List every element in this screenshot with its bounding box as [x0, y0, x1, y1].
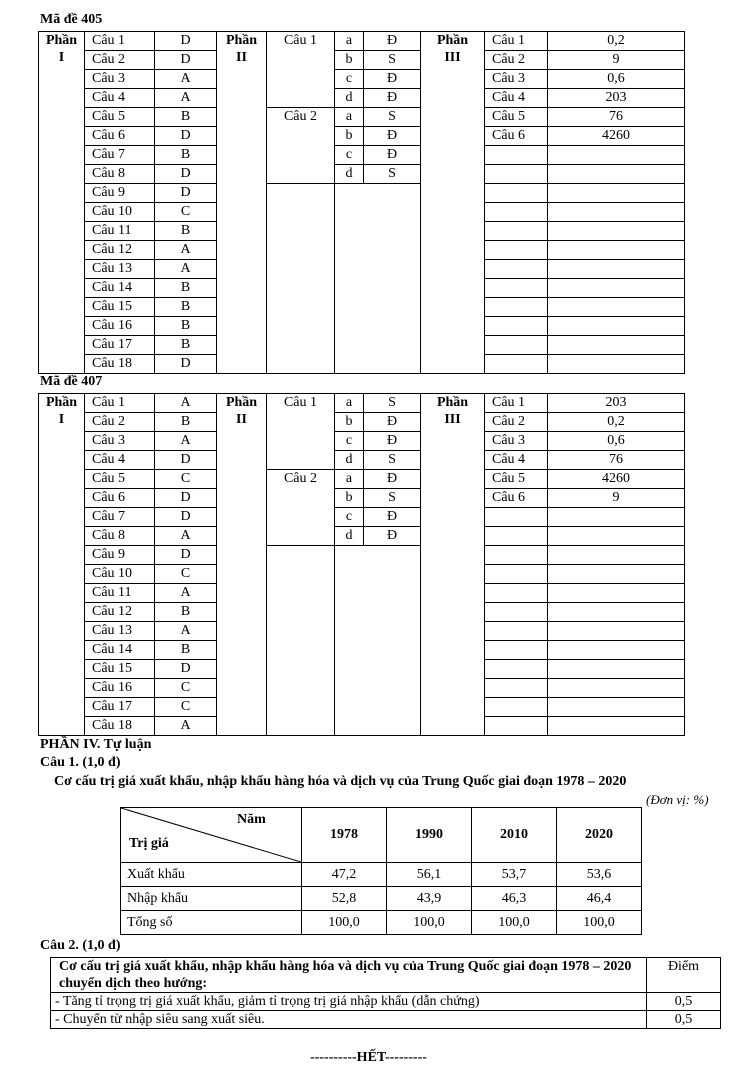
blank-cell: [548, 660, 685, 679]
answer-cell: C: [155, 203, 217, 222]
table-cell: 43,9: [387, 887, 472, 911]
true-false-cell: Đ: [364, 70, 421, 89]
answer-cell: B: [155, 108, 217, 127]
answer-cell: A: [155, 70, 217, 89]
part-number: II: [236, 412, 247, 427]
table-row: [39, 508, 685, 527]
part-label: Phần: [436, 33, 469, 48]
blank-cell: [485, 698, 548, 717]
question-label: Câu 16: [85, 317, 155, 336]
answer-cell: C: [155, 679, 217, 698]
statement-letter: b: [335, 489, 364, 508]
question-label: Câu 9: [85, 546, 155, 565]
part1-header: [39, 394, 85, 736]
table-cell: 100,0: [557, 911, 642, 935]
table-row: [39, 184, 685, 203]
scoring-table: [50, 957, 721, 1029]
answer-cell: A: [155, 584, 217, 603]
blank-cell: [485, 584, 548, 603]
blank-cell: [485, 660, 548, 679]
question-label: Câu 8: [85, 165, 155, 184]
table-row: [39, 546, 685, 565]
question-label: Câu 1: [485, 32, 548, 51]
answer-cell: B: [155, 413, 217, 432]
true-false-cell: S: [364, 51, 421, 70]
answer-cell: A: [155, 89, 217, 108]
answer-cell: B: [155, 603, 217, 622]
exam-code-label: Mã đề 405: [40, 12, 103, 27]
question-label: Câu 4: [85, 451, 155, 470]
statement-letter: a: [335, 108, 364, 127]
answer-cell: B: [155, 222, 217, 241]
question-label: Câu 5: [85, 108, 155, 127]
table-row: [39, 413, 685, 432]
blank-cell: [548, 317, 685, 336]
question-label: Câu 17: [85, 336, 155, 355]
question-label: Câu 6: [85, 489, 155, 508]
corner-value-label: Trị giá: [129, 836, 169, 851]
answer-cell: A: [155, 241, 217, 260]
table-row: [39, 165, 685, 184]
question-label: Câu 11: [85, 222, 155, 241]
part-number: III: [444, 50, 461, 65]
question-label: Câu 3: [85, 70, 155, 89]
answer-cell: 4260: [548, 127, 685, 146]
blank-cell: [548, 203, 685, 222]
corner-year-label: Năm: [237, 812, 266, 827]
blank-cell: [548, 146, 685, 165]
question1-title: Cơ cấu trị giá xuất khẩu, nhập khẩu hàng hóa và dịch vụ của Trung Quốc giai đoạn 1978 – 2020: [54, 774, 627, 789]
blank-cell: [485, 336, 548, 355]
blank-cell: [335, 546, 421, 736]
scoring-criterion: - Tăng tỉ trọng trị giá xuất khẩu, giảm tỉ trọng trị giá nhập khẩu (dẫn chứng): [51, 993, 647, 1011]
statement-letter: b: [335, 127, 364, 146]
table-row: [39, 51, 685, 70]
table-row: [39, 108, 685, 127]
part-label: Phần: [45, 33, 78, 48]
blank-cell: [485, 165, 548, 184]
table-row: [121, 863, 642, 887]
true-false-cell: Đ: [364, 89, 421, 108]
blank-cell: [335, 184, 421, 374]
table-row: [39, 527, 685, 546]
question-label: Câu 17: [85, 698, 155, 717]
answer-cell: 203: [548, 89, 685, 108]
question-label: Câu 4: [485, 89, 548, 108]
blank-cell: [548, 279, 685, 298]
answer-cell: A: [155, 717, 217, 736]
blank-cell: [485, 355, 548, 374]
question2-label: Câu 2. (1,0 đ): [40, 938, 121, 953]
answer-cell: 0,6: [548, 70, 685, 89]
blank-cell: [548, 508, 685, 527]
question-label: Câu 3: [485, 432, 548, 451]
true-false-cell: S: [364, 108, 421, 127]
question-label: Câu 8: [85, 527, 155, 546]
table-cell: 46,3: [472, 887, 557, 911]
statement-letter: a: [335, 32, 364, 51]
question-label: Câu 14: [85, 279, 155, 298]
part-number: III: [444, 412, 461, 427]
statement-letter: b: [335, 413, 364, 432]
table-cell: 100,0: [387, 911, 472, 935]
blank-cell: [548, 527, 685, 546]
part3-header: [421, 394, 485, 736]
true-false-cell: S: [364, 394, 421, 413]
question-label: Câu 5: [485, 470, 548, 489]
table-row: [39, 470, 685, 489]
answer-cell: D: [155, 355, 217, 374]
blank-cell: [548, 565, 685, 584]
blank-cell: [548, 679, 685, 698]
blank-cell: [548, 260, 685, 279]
diagonal-divider: [121, 808, 301, 862]
blank-cell: [267, 184, 335, 374]
statement-letter: a: [335, 394, 364, 413]
blank-cell: [485, 184, 548, 203]
part2-question-label: Câu 2: [267, 108, 335, 184]
blank-cell: [548, 584, 685, 603]
row-label: Nhập khẩu: [121, 887, 302, 911]
part2-question-label: Câu 1: [267, 394, 335, 470]
answer-cell: B: [155, 336, 217, 355]
answer-cell: 0,2: [548, 413, 685, 432]
statement-letter: d: [335, 89, 364, 108]
blank-cell: [485, 508, 548, 527]
answer-cell: D: [155, 165, 217, 184]
true-false-cell: Đ: [364, 146, 421, 165]
answer-cell: D: [155, 660, 217, 679]
answer-cell: B: [155, 317, 217, 336]
part2-question-label: Câu 1: [267, 32, 335, 108]
blank-cell: [548, 165, 685, 184]
question-label: Câu 2: [485, 413, 548, 432]
statement-letter: b: [335, 51, 364, 70]
year-header: 2010: [472, 808, 557, 863]
answer-cell: A: [155, 432, 217, 451]
answer-cell: 76: [548, 451, 685, 470]
statement-letter: c: [335, 432, 364, 451]
year-header: 1978: [302, 808, 387, 863]
question-label: Câu 6: [485, 489, 548, 508]
answer-cell: C: [155, 470, 217, 489]
answer-cell: D: [155, 184, 217, 203]
question1-label: Câu 1. (1,0 đ): [40, 755, 121, 770]
part2-question-label: Câu 2: [267, 470, 335, 546]
answer-cell: B: [155, 279, 217, 298]
question-label: Câu 5: [485, 108, 548, 127]
blank-cell: [485, 279, 548, 298]
blank-cell: [548, 241, 685, 260]
answer-cell: C: [155, 565, 217, 584]
score-value: 0,5: [647, 993, 721, 1011]
answer-cell: D: [155, 51, 217, 70]
blank-cell: [485, 641, 548, 660]
answer-cell: D: [155, 508, 217, 527]
blank-cell: [548, 184, 685, 203]
blank-cell: [548, 717, 685, 736]
blank-cell: [485, 565, 548, 584]
table-cell: 56,1: [387, 863, 472, 887]
statement-letter: d: [335, 451, 364, 470]
answer-table: [38, 393, 685, 736]
table-cell: 100,0: [302, 911, 387, 935]
answer-cell: 76: [548, 108, 685, 127]
answer-cell: 203: [548, 394, 685, 413]
question-label: Câu 1: [85, 394, 155, 413]
question-label: Câu 2: [485, 51, 548, 70]
part3-header: [421, 32, 485, 374]
part-label: Phần: [436, 395, 469, 410]
answer-cell: D: [155, 546, 217, 565]
table-row: [39, 89, 685, 108]
table-row: [39, 394, 685, 413]
blank-cell: [485, 679, 548, 698]
blank-cell: [548, 298, 685, 317]
table-cell: 46,4: [557, 887, 642, 911]
answer-cell: A: [155, 622, 217, 641]
table-cell: 100,0: [472, 911, 557, 935]
table-cell: 53,6: [557, 863, 642, 887]
true-false-cell: Đ: [364, 470, 421, 489]
unit-note: (Đơn vị: %): [646, 792, 709, 807]
part-number: I: [58, 50, 65, 65]
score-value: 0,5: [647, 1011, 721, 1029]
part-label: Phần: [45, 395, 78, 410]
blank-cell: [548, 222, 685, 241]
true-false-cell: Đ: [364, 432, 421, 451]
true-false-cell: Đ: [364, 32, 421, 51]
question-label: Câu 4: [85, 89, 155, 108]
table-row: [39, 127, 685, 146]
statement-letter: d: [335, 165, 364, 184]
statement-letter: c: [335, 146, 364, 165]
blank-cell: [485, 260, 548, 279]
statement-letter: c: [335, 70, 364, 89]
blank-cell: [485, 222, 548, 241]
blank-cell: [485, 241, 548, 260]
table-row: [121, 887, 642, 911]
blank-cell: [485, 603, 548, 622]
part-label: Phần: [225, 395, 258, 410]
question-label: Câu 13: [85, 260, 155, 279]
row-label: Tổng số: [121, 911, 302, 935]
question-label: Câu 5: [85, 470, 155, 489]
score-header: Điểm: [647, 958, 721, 993]
table-row: [121, 911, 642, 935]
question-label: Câu 2: [85, 51, 155, 70]
answer-cell: 4260: [548, 470, 685, 489]
question-label: Câu 10: [85, 565, 155, 584]
end-marker: ----------HẾT---------: [310, 1050, 427, 1065]
part1-header: [39, 32, 85, 374]
blank-cell: [485, 203, 548, 222]
table-row: [39, 451, 685, 470]
blank-cell: [485, 717, 548, 736]
blank-cell: [485, 317, 548, 336]
question-label: Câu 7: [85, 146, 155, 165]
part2-header: [217, 394, 267, 736]
true-false-cell: S: [364, 489, 421, 508]
blank-cell: [485, 622, 548, 641]
question-label: Câu 2: [85, 413, 155, 432]
statement-letter: d: [335, 527, 364, 546]
answer-cell: A: [155, 394, 217, 413]
question-label: Câu 13: [85, 622, 155, 641]
question-label: Câu 6: [485, 127, 548, 146]
blank-cell: [485, 527, 548, 546]
table-row: [51, 993, 721, 1011]
answer-cell: D: [155, 127, 217, 146]
question-label: Câu 18: [85, 717, 155, 736]
blank-cell: [485, 546, 548, 565]
question-label: Câu 3: [85, 432, 155, 451]
statement-letter: c: [335, 508, 364, 527]
blank-cell: [548, 546, 685, 565]
part-label: Phần: [225, 33, 258, 48]
question-label: Câu 9: [85, 184, 155, 203]
question-label: Câu 1: [485, 394, 548, 413]
true-false-cell: Đ: [364, 508, 421, 527]
part2-header: [217, 32, 267, 374]
question-label: Câu 15: [85, 660, 155, 679]
question-label: Câu 12: [85, 603, 155, 622]
table-cell: 47,2: [302, 863, 387, 887]
part-number: I: [58, 412, 65, 427]
table-row: [39, 32, 685, 51]
question-label: Câu 1: [85, 32, 155, 51]
blank-cell: [548, 622, 685, 641]
part4-heading: PHẦN IV. Tự luận: [40, 737, 152, 752]
table-row: [39, 432, 685, 451]
answer-cell: C: [155, 698, 217, 717]
blank-cell: [485, 146, 548, 165]
table-row: [39, 489, 685, 508]
answer-cell: 9: [548, 489, 685, 508]
data-table: [120, 807, 642, 935]
table-row: [51, 1011, 721, 1029]
question-label: Câu 4: [485, 451, 548, 470]
answer-cell: D: [155, 32, 217, 51]
answer-cell: A: [155, 260, 217, 279]
answer-cell: D: [155, 489, 217, 508]
question-label: Câu 7: [85, 508, 155, 527]
answer-cell: B: [155, 641, 217, 660]
part-number: II: [236, 50, 247, 65]
table-cell: 53,7: [472, 863, 557, 887]
blank-cell: [548, 698, 685, 717]
blank-cell: [485, 298, 548, 317]
question-label: Câu 3: [485, 70, 548, 89]
answer-cell: D: [155, 451, 217, 470]
exam-code-label: Mã đề 407: [40, 374, 103, 389]
question-label: Câu 10: [85, 203, 155, 222]
answer-cell: B: [155, 146, 217, 165]
blank-cell: [267, 546, 335, 736]
question-label: Câu 18: [85, 355, 155, 374]
true-false-cell: Đ: [364, 413, 421, 432]
true-false-cell: S: [364, 451, 421, 470]
answer-cell: B: [155, 298, 217, 317]
scoring-criterion: - Chuyển từ nhập siêu sang xuất siêu.: [51, 1011, 647, 1029]
question-label: Câu 14: [85, 641, 155, 660]
question-label: Câu 16: [85, 679, 155, 698]
question-label: Câu 15: [85, 298, 155, 317]
answer-cell: 0,2: [548, 32, 685, 51]
row-label: Xuất khẩu: [121, 863, 302, 887]
blank-cell: [548, 355, 685, 374]
question-label: Câu 12: [85, 241, 155, 260]
statement-letter: a: [335, 470, 364, 489]
true-false-cell: Đ: [364, 527, 421, 546]
table-cell: 52,8: [302, 887, 387, 911]
table-row: [39, 146, 685, 165]
blank-cell: [548, 641, 685, 660]
answer-cell: A: [155, 527, 217, 546]
scoring-header: Cơ cấu trị giá xuất khẩu, nhập khẩu hàng hóa và dịch vụ của Trung Quốc giai đoạn 1978 – 2020 chuyển dịch theo hướng:: [51, 958, 647, 993]
year-header: 1990: [387, 808, 472, 863]
answer-cell: 0,6: [548, 432, 685, 451]
question-label: Câu 6: [85, 127, 155, 146]
true-false-cell: S: [364, 165, 421, 184]
table-row: [39, 70, 685, 89]
blank-cell: [548, 336, 685, 355]
answer-table: [38, 31, 685, 374]
question-label: Câu 11: [85, 584, 155, 603]
year-header: 2020: [557, 808, 642, 863]
blank-cell: [548, 603, 685, 622]
table-corner-cell: [121, 808, 302, 863]
true-false-cell: Đ: [364, 127, 421, 146]
answer-cell: 9: [548, 51, 685, 70]
